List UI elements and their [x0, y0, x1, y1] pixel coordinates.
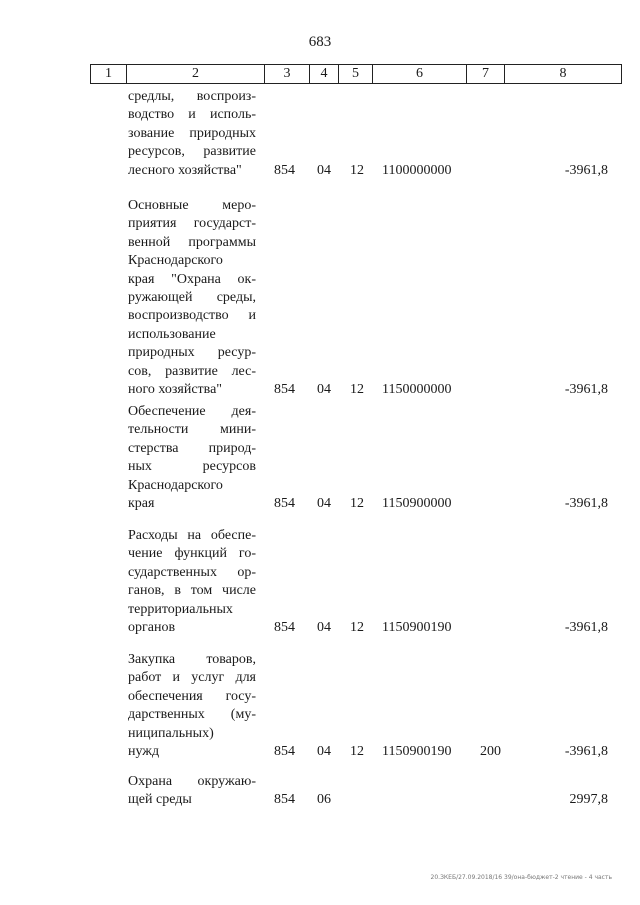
description-line: природных ресур-: [128, 345, 256, 361]
column-header-6: 6: [373, 65, 467, 83]
page-number: 683: [308, 34, 332, 50]
column-header-5: 5: [339, 65, 373, 83]
column-header-row: [90, 64, 622, 84]
column-header-8: 8: [559, 66, 567, 81]
grbs-code: 854: [274, 162, 295, 178]
description-line: Расходы на обеспе-: [128, 528, 256, 543]
description-line: ружающей среды,: [128, 290, 256, 306]
description-line: сов, развитие лес-: [128, 363, 256, 379]
subsection-code: 12: [350, 744, 364, 759]
row-description: [128, 197, 256, 399]
section-code: 04: [317, 382, 331, 397]
section-code: 04: [317, 496, 331, 511]
description-line: ниципальных): [128, 725, 214, 741]
description-line: сударственных ор-: [128, 564, 256, 580]
grbs-code: 854: [274, 382, 295, 397]
description-line: работ и услуг для: [128, 670, 256, 686]
column-header-2: 2: [127, 65, 265, 83]
description-line: Краснодарского: [128, 477, 223, 493]
column-header-4: 4: [310, 65, 339, 83]
description-line: щей среды: [128, 792, 192, 808]
description-line: Основные меро-: [128, 198, 256, 213]
grbs-code: 854: [274, 620, 295, 635]
description-line: водство и исполь-: [128, 107, 256, 123]
subsection-code: 12: [350, 496, 364, 511]
expense-type-code: 200: [480, 744, 501, 759]
amount-value: -3961,8: [564, 496, 608, 511]
description-line: венной программы: [128, 234, 256, 250]
description-line: обеспечения госу-: [128, 688, 256, 704]
row-description: [128, 527, 256, 637]
amount-value: -3961,8: [564, 744, 608, 759]
amount-value: -3961,8: [564, 162, 608, 178]
description-line: зование природных: [128, 125, 256, 141]
column-header-7: 7: [467, 65, 505, 83]
description-line: лесного хозяйства": [128, 162, 242, 178]
description-line: воспроизводство и: [128, 308, 256, 324]
amount-value: -3961,8: [564, 620, 608, 635]
description-line: приятия государст-: [128, 216, 256, 232]
description-line: использование: [128, 326, 216, 342]
row-description: [128, 773, 256, 810]
description-line: территориальных: [128, 601, 233, 617]
grbs-code: 854: [274, 744, 295, 759]
amount-value: -3961,8: [564, 382, 608, 397]
description-line: ганов, в том числе: [128, 583, 256, 599]
section-code: 04: [317, 620, 331, 635]
row-description: [128, 403, 256, 513]
description-line: стерства природ-: [128, 440, 256, 456]
description-line: края "Охрана ок-: [128, 271, 256, 287]
subsection-code: 12: [350, 620, 364, 635]
column-header-3: 3: [265, 65, 310, 83]
description-line: дарственных (му-: [128, 707, 256, 723]
row-description: [128, 651, 256, 761]
description-line: ресурсов, развитие: [128, 144, 256, 160]
description-line: ного хозяйства": [128, 382, 223, 398]
subsection-code: 12: [350, 162, 364, 178]
description-line: ных ресурсов: [128, 459, 256, 475]
target-article-code: 1150900190: [382, 620, 452, 635]
subsection-code: 12: [350, 382, 364, 397]
description-line: Охрана окружаю-: [128, 774, 256, 789]
target-article-code: 1150900190: [382, 744, 452, 759]
amount-value: 2997,8: [569, 792, 608, 808]
description-line: Краснодарского: [128, 253, 223, 269]
grbs-code: 854: [274, 792, 295, 808]
target-article-code: 1150000000: [382, 382, 452, 397]
description-line: Закупка товаров,: [128, 652, 256, 667]
column-header-1: 1: [91, 65, 127, 83]
description-line: края: [128, 496, 155, 512]
description-line: средлы, воспроиз-: [128, 89, 256, 104]
description-line: органов: [128, 620, 176, 636]
footer-stamp: 20.ЗКЕБ/27.09.2018/16 39/она-бюджет-2 чтение - 4 часть: [430, 874, 612, 881]
target-article-code: 1150900000: [382, 496, 452, 511]
section-code: 04: [317, 744, 331, 759]
description-line: тельности мини-: [128, 422, 256, 438]
grbs-code: 854: [274, 496, 295, 511]
row-description: [128, 88, 256, 180]
description-line: Обеспечение дея-: [128, 404, 256, 419]
target-article-code: 1100000000: [382, 162, 452, 178]
section-code: 06: [317, 792, 331, 808]
description-line: чение функций го-: [128, 546, 256, 562]
section-code: 04: [317, 162, 331, 178]
description-line: нужд: [128, 744, 160, 760]
